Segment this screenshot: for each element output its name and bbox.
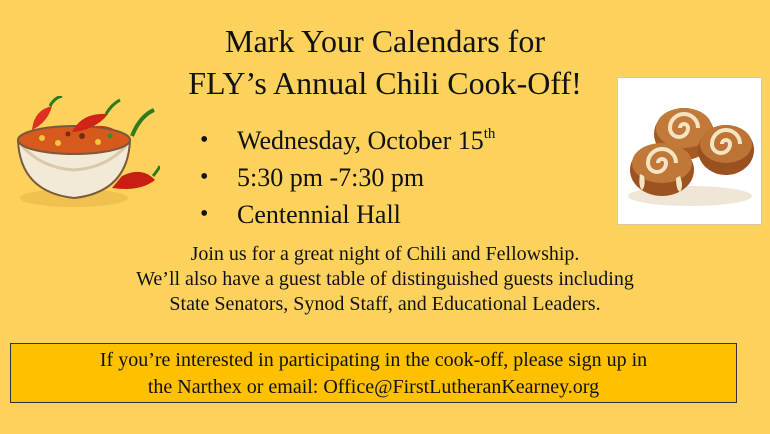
notice-line-1: If you’re interested in participating in the cook-off, please sign up in bbox=[99, 349, 648, 371]
description-line-2: We’ll also have a guest table of distinguished guests including bbox=[136, 268, 634, 290]
notice-line-2: the Narthex or email: Office@FirstLutheranKearney.org bbox=[147, 376, 600, 398]
cinnamon-rolls-svg bbox=[618, 78, 761, 224]
title-line-1: Mark Your Calendars for bbox=[225, 23, 545, 59]
cinnamon-rolls-illustration bbox=[617, 77, 762, 225]
description-line-1: Join us for a great night of Chili and Fellowship. bbox=[190, 243, 580, 265]
event-location-text: Centennial Hall bbox=[237, 200, 401, 229]
event-date-suffix: th bbox=[483, 126, 496, 142]
event-description bbox=[0, 242, 770, 317]
event-time bbox=[200, 159, 495, 196]
event-date bbox=[200, 122, 495, 159]
description-line-3: State Senators, Synod Staff, and Educational Leaders. bbox=[169, 293, 601, 315]
event-date-text: Wednesday, October 15 bbox=[237, 126, 484, 155]
title-line-2: FLY’s Annual Chili Cook-Off! bbox=[188, 65, 582, 101]
signup-notice-box bbox=[10, 343, 737, 403]
event-location bbox=[200, 196, 495, 233]
event-time-text: 5:30 pm -7:30 pm bbox=[237, 163, 425, 192]
chili-bowl-illustration bbox=[12, 96, 160, 214]
event-details-list bbox=[200, 122, 495, 233]
